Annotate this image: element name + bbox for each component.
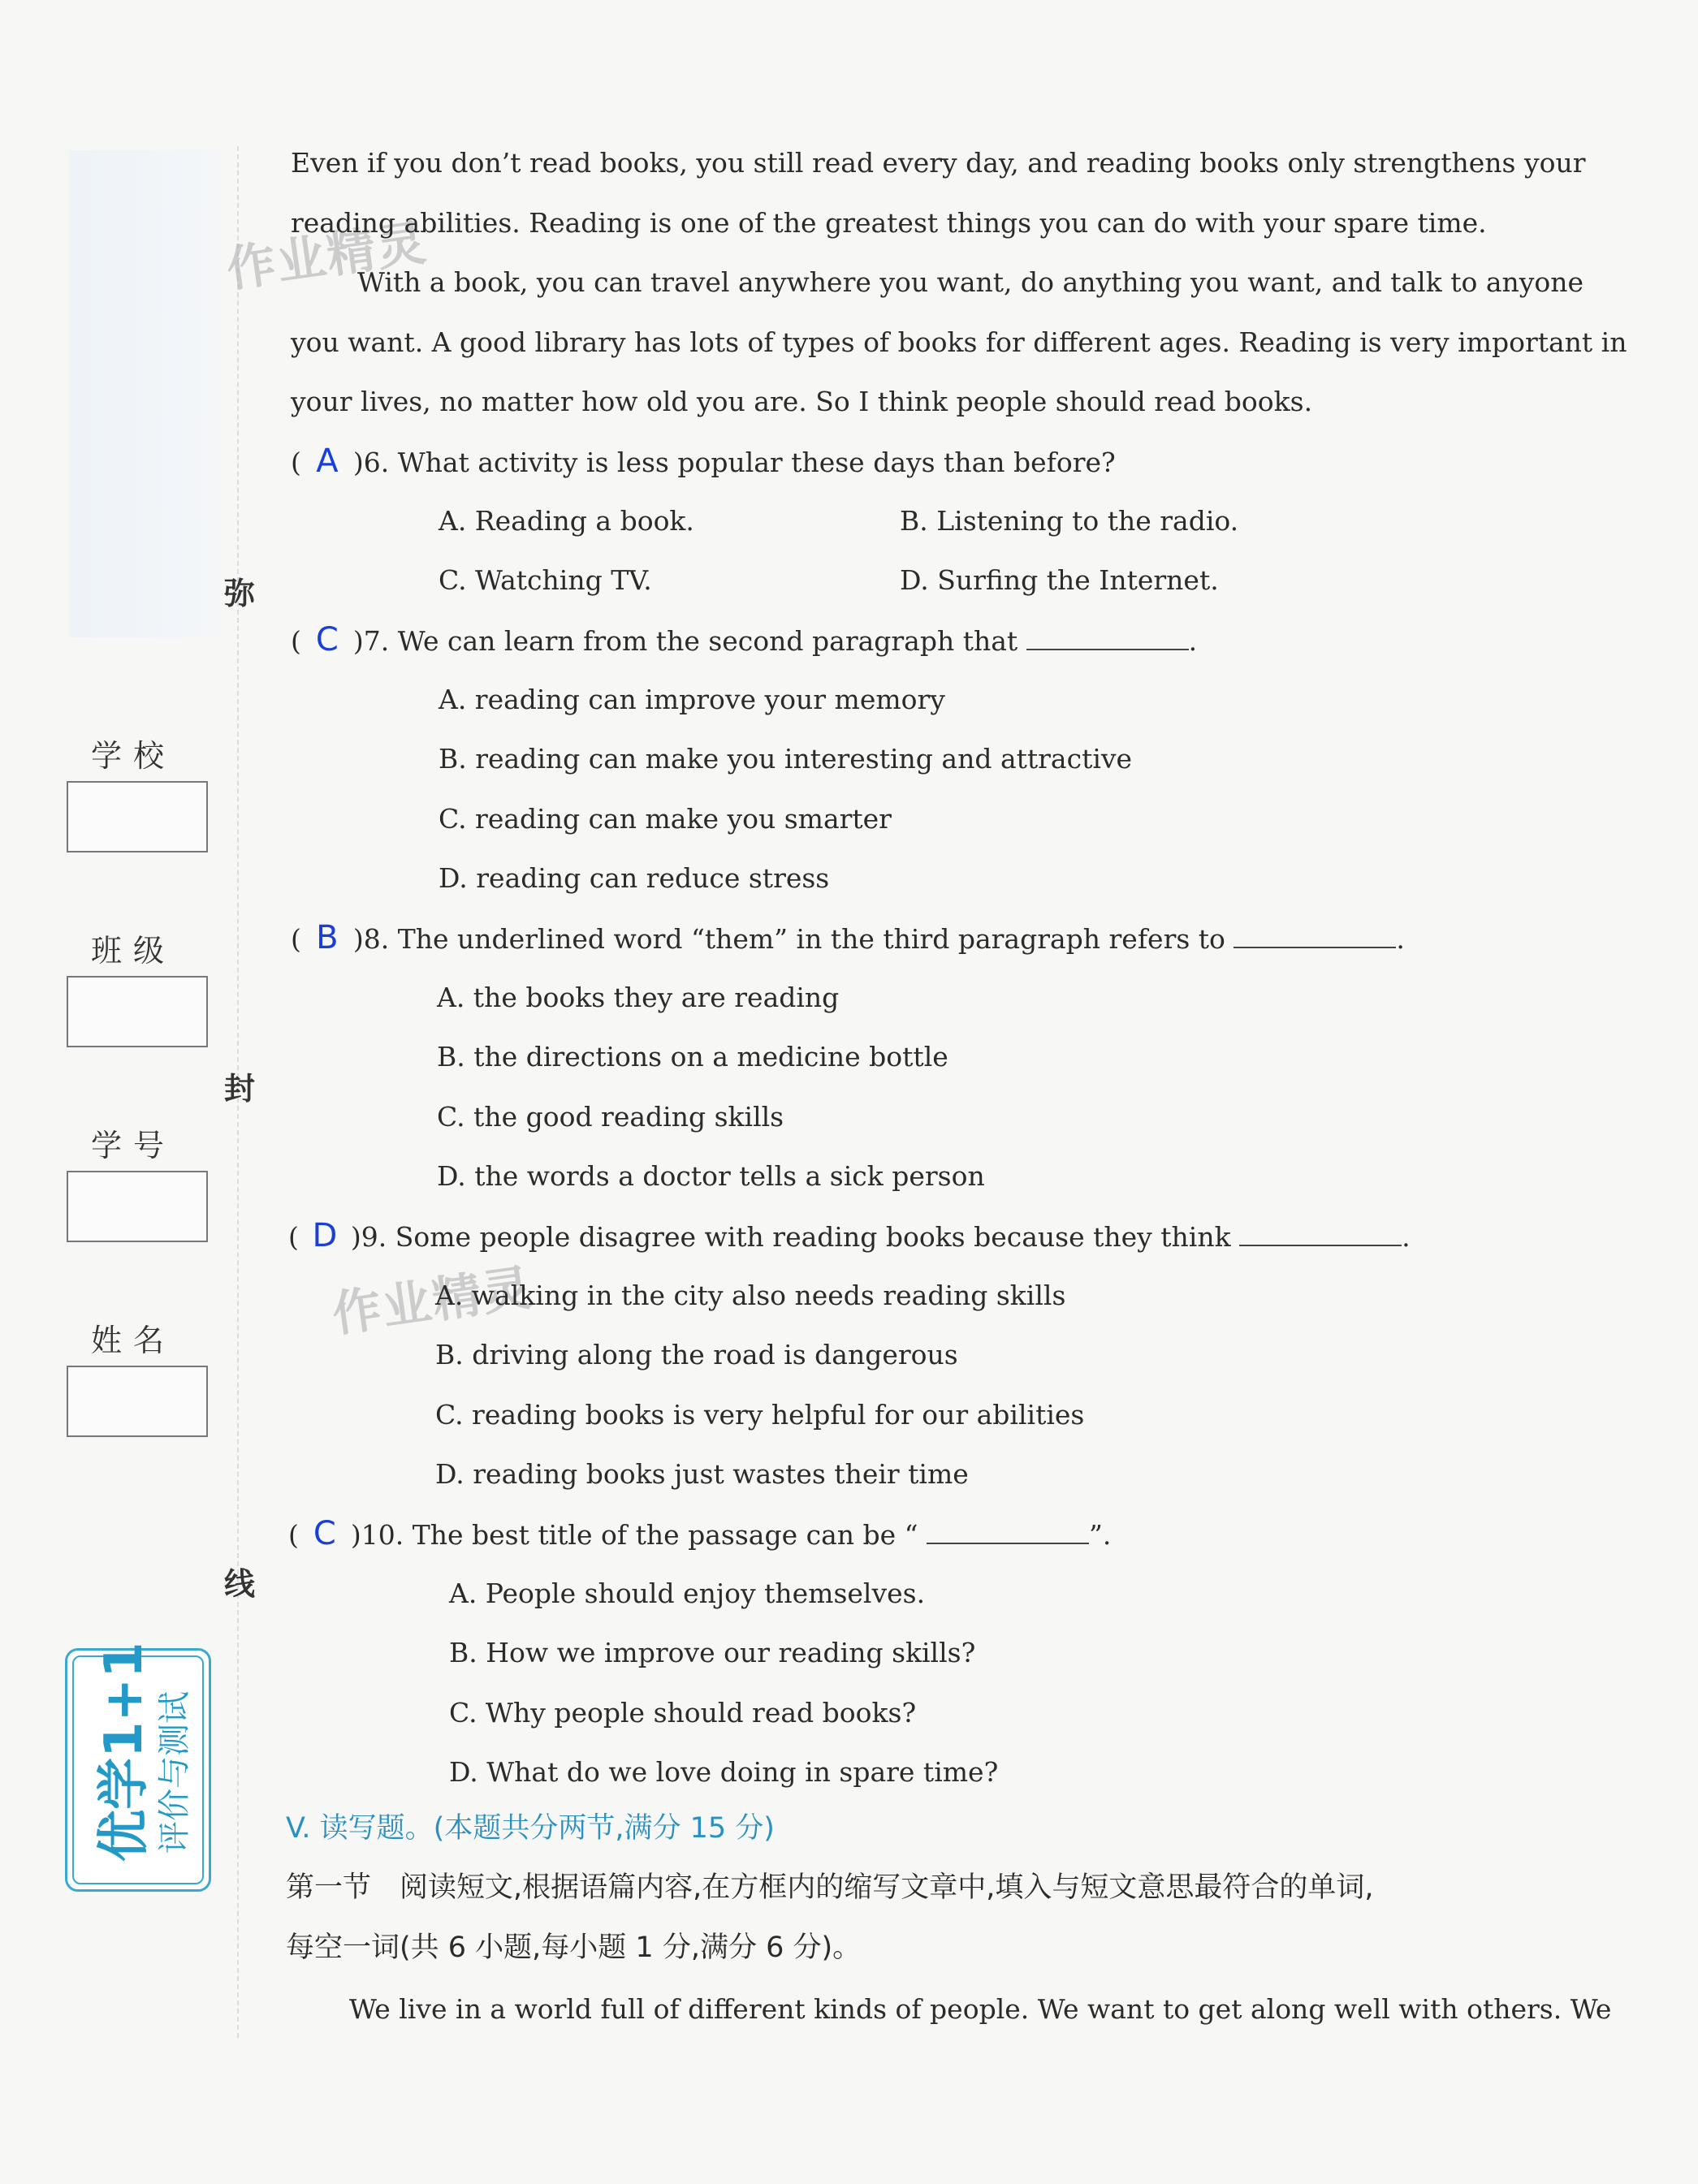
- option-10c: C. Why people should read books?: [449, 1697, 917, 1729]
- passage-line: Even if you don’t read books, you still read every day, and reading books only strengthens your: [291, 147, 1586, 179]
- brand-sub-text: 评价与测试: [156, 1691, 193, 1854]
- question-6: ( A )6. What activity is less popular these days than before?: [291, 442, 1116, 480]
- option-7c: C. reading can make you smarter: [439, 803, 892, 835]
- name-label: 姓名: [91, 1323, 176, 1358]
- section-passage-line: We live in a world full of different kinds of people. We want to get along well with others. We: [349, 1993, 1612, 2025]
- section-heading: V. 读写题。(本题共分两节,满分 15 分): [286, 1812, 775, 1845]
- student-id-field[interactable]: [67, 1171, 208, 1242]
- answer-blank: [1026, 628, 1189, 650]
- passage-line: your lives, no matter how old you are. So I think people should read books.: [291, 386, 1313, 417]
- answer-10: C: [313, 1515, 336, 1552]
- option-6c: C. Watching TV.: [439, 564, 652, 596]
- option-6b: B. Listening to the radio.: [900, 505, 1239, 537]
- seal-char-mi: 弥: [224, 576, 256, 611]
- option-10d: D. What do we love doing in spare time?: [449, 1756, 999, 1788]
- margin-strip: [69, 150, 219, 637]
- seal-char-feng: 封: [224, 1071, 256, 1107]
- passage-line: you want. A good library has lots of types of books for different ages. Reading is very important in: [291, 326, 1627, 358]
- section-instructions-1: 第一节 阅读短文,根据语篇内容,在方框内的缩写文章中,填入与短文意思最符合的单词,: [286, 1871, 1374, 1904]
- option-10b: B. How we improve our reading skills?: [449, 1637, 976, 1668]
- question-8: ( B )8. The underlined word “them” in the third paragraph refers to .: [291, 919, 1405, 956]
- school-label: 学校: [91, 738, 176, 774]
- passage-line: reading abilities. Reading is one of the greatest things you can do with your spare time.: [291, 207, 1487, 239]
- option-7a: A. reading can improve your memory: [439, 684, 945, 715]
- name-field[interactable]: [67, 1366, 208, 1437]
- answer-8: B: [316, 919, 339, 956]
- section-instructions-2: 每空一词(共 6 小题,每小题 1 分,满分 6 分)。: [286, 1932, 862, 1964]
- option-8d: D. the words a doctor tells a sick person: [437, 1160, 985, 1192]
- option-6d: D. Surfing the Internet.: [900, 564, 1219, 596]
- answer-9: D: [312, 1217, 338, 1254]
- question-9: ( D )9. Some people disagree with reading books because they think .: [288, 1217, 1411, 1254]
- class-field[interactable]: [67, 976, 208, 1047]
- brand-main-text: 优学1+1: [94, 1642, 154, 1862]
- answer-blank: [1234, 926, 1396, 948]
- answer-blank: [1239, 1224, 1402, 1246]
- option-9d: D. reading books just wastes their time: [435, 1458, 969, 1490]
- class-label: 班级: [91, 933, 176, 969]
- seal-char-xian: 线: [224, 1566, 256, 1602]
- option-6a: A. Reading a book.: [439, 505, 694, 537]
- option-8c: C. the good reading skills: [437, 1101, 784, 1133]
- option-8b: B. the directions on a medicine bottle: [437, 1041, 948, 1073]
- passage-line: With a book, you can travel anywhere you want, do anything you want, and talk to anyone: [357, 266, 1584, 298]
- answer-6: A: [316, 442, 339, 480]
- option-9a: A. walking in the city also needs reading skills: [435, 1280, 1066, 1311]
- option-7d: D. reading can reduce stress: [439, 862, 830, 894]
- watermark: 作业精灵: [329, 1259, 537, 1344]
- brand-logo: [65, 1642, 211, 1892]
- school-field[interactable]: [67, 781, 208, 852]
- option-9b: B. driving along the road is dangerous: [435, 1339, 958, 1370]
- question-7: ( C )7. We can learn from the second paragraph that .: [291, 621, 1198, 658]
- option-7b: B. reading can make you interesting and attractive: [439, 743, 1133, 775]
- student-id-label: 学号: [91, 1128, 176, 1163]
- question-10: ( C )10. The best title of the passage can be “ ”.: [288, 1515, 1112, 1552]
- watermark: 作业精灵: [223, 214, 431, 299]
- answer-blank: [927, 1521, 1089, 1544]
- option-10a: A. People should enjoy themselves.: [449, 1578, 926, 1609]
- option-9c: C. reading books is very helpful for our abilities: [435, 1399, 1085, 1431]
- option-8a: A. the books they are reading: [437, 982, 840, 1013]
- answer-7: C: [315, 621, 339, 658]
